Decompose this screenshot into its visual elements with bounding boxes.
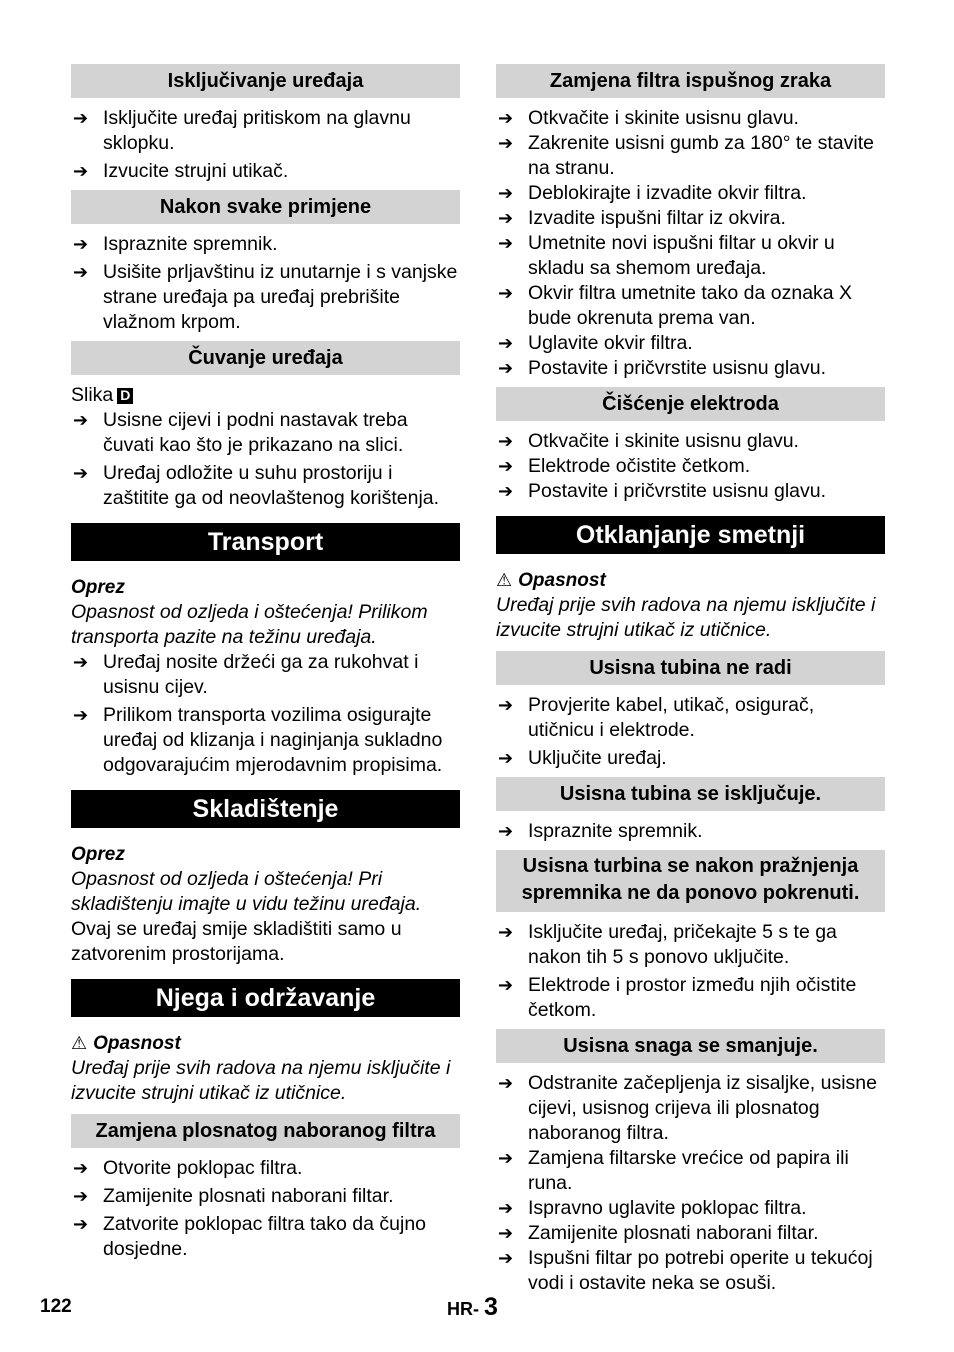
language-page-marker: HR- 3 (447, 1293, 498, 1321)
step-item: ➔ Uređaj nosite držeći ga za rukohvat i usisnu cijev. (71, 650, 460, 700)
figure-reference (71, 383, 460, 408)
step-item: ➔ Uglavite okvir filtra. (496, 331, 885, 356)
section-heading-turbine-switches-off: Usisna tubina se isključuje. (496, 777, 885, 811)
step-item: ➔ Elektrode i prostor između njih očistite četkom. (496, 973, 885, 1023)
chapter-heading-care: Njega i održavanje (71, 979, 460, 1017)
caution-text: Opasnost od ozljeda i oštećenja! Prilikom transporta pazite na težinu uređaja. (71, 601, 428, 648)
transport-steps (71, 650, 460, 778)
step-item: ➔ Ispraznite spremnik. (496, 819, 885, 844)
switch-off-steps (71, 106, 460, 184)
step-item: ➔ Otkvačite i skinite usisnu glavu. (496, 429, 885, 454)
step-item: ➔ Ispravno uglavite poklopac filtra. (496, 1196, 885, 1221)
section-heading-exhaust-filter: Zamjena filtra ispušnog zraka (496, 64, 885, 98)
danger-label: ⚠ Opasnost (496, 570, 606, 591)
step-item: ➔ Isključite uređaj pritiskom na glavnu sklopku. (71, 106, 460, 156)
warning-triangle-icon: ⚠ (496, 570, 513, 591)
electrode-cleaning-steps (496, 429, 885, 504)
step-item: ➔ Zatvorite poklopac filtra tako da čujno dosjedne. (71, 1212, 460, 1262)
chapter-heading-storage: Skladištenje (71, 790, 460, 828)
right-column (496, 64, 885, 1302)
step-item: ➔ Otvorite poklopac filtra. (71, 1156, 460, 1181)
step-item: ➔ Izvucite strujni utikač. (71, 159, 460, 184)
step-item: ➔ Isključite uređaj, pričekajte 5 s te ga nakon tih 5 s ponovo uključite. (496, 920, 885, 970)
warning-triangle-icon: ⚠ (71, 1033, 88, 1054)
step-item: ➔ Izvadite ispušni filtar iz okvira. (496, 206, 885, 231)
step-item: ➔ Zakrenite usisni gumb za 180° te stavite na stranu. (496, 131, 885, 181)
danger-text: Uređaj prije svih radova na njemu isključite i izvucite strujni utikač iz utičnice. (496, 594, 876, 641)
step-item: ➔ Ispraznite spremnik. (71, 232, 460, 257)
step-item: ➔ Postavite i pričvrstite usisnu glavu. (496, 479, 885, 504)
step-item: ➔ Okvir filtra umetnite tako da oznaka X bude okrenuta prema van. (496, 281, 885, 331)
figure-label: Slika (71, 384, 114, 406)
suction-reduced-steps (496, 1071, 885, 1296)
filter-replace-steps (71, 1156, 460, 1262)
step-item: ➔ Prilikom transporta vozilima osigurajte uređaj od klizanja i naginjanja sukladno odgovarajućim mjerodavnim propisima. (71, 703, 460, 778)
after-use-steps (71, 232, 460, 335)
section-heading-after-use: Nakon svake primjene (71, 190, 460, 224)
caution-label: Oprez (71, 577, 125, 598)
chapter-heading-troubleshooting: Otklanjanje smetnji (496, 516, 885, 554)
storage-note: Ovaj se uređaj smije skladištiti samo u zatvorenim prostorijama. (71, 918, 402, 965)
step-item: ➔ Ispušni filtar po potrebi operite u tekućoj vodi i ostavite neka se osuši. (496, 1246, 885, 1296)
section-heading-turbine-not-running: Usisna tubina ne radi (496, 651, 885, 685)
exhaust-filter-steps (496, 106, 885, 381)
step-item: ➔ Odstranite začepljenja iz sisaljke, usisne cijevi, usisnog crijeva ili plosnatog naboranog filtra. (496, 1071, 885, 1146)
page-number: 122 (40, 1296, 72, 1317)
step-item: ➔ Zamijenite plosnati naborani filtar. (71, 1184, 460, 1209)
danger-text: Uređaj prije svih radova na njemu isključite i izvucite strujni utikač iz utičnice. (71, 1057, 451, 1104)
section-heading-turbine-no-restart: Usisna turbina se nakon pražnjenja spremnika ne da ponovo pokrenuti. (496, 850, 885, 912)
left-column (71, 64, 460, 1268)
step-item: ➔ Usisne cijevi i podni nastavak treba čuvati kao što je prikazano na slici. (71, 408, 460, 458)
turbine-no-restart-steps (496, 920, 885, 1023)
section-heading-filter-replace: Zamjena plosnatog naboranog filtra (71, 1114, 460, 1148)
step-item: ➔ Zamjena filtarske vrećice od papira ili runa. (496, 1146, 885, 1196)
step-item: ➔ Postavite i pričvrstite usisnu glavu. (496, 356, 885, 381)
step-item: ➔ Elektrode očistite četkom. (496, 454, 885, 479)
section-heading-electrode-cleaning: Čišćenje elektroda (496, 387, 885, 421)
turbine-switches-off-steps (496, 819, 885, 844)
step-item: ➔ Uređaj odložite u suhu prostoriju i zaštitite ga od neovlaštenog korištenja. (71, 461, 460, 511)
danger-label: ⚠ Opasnost (71, 1033, 181, 1054)
turbine-not-running-steps (496, 693, 885, 771)
step-item: ➔ Provjerite kabel, utikač, osigurač, utičnicu i elektrode. (496, 693, 885, 743)
step-item: ➔ Otkvačite i skinite usisnu glavu. (496, 106, 885, 131)
figure-letter-badge: D (117, 388, 133, 404)
storage-device-steps (71, 408, 460, 511)
step-item: ➔ Zamijenite plosnati naborani filtar. (496, 1221, 885, 1246)
section-heading-storage-device: Čuvanje uređaja (71, 341, 460, 375)
step-item: ➔ Umetnite novi ispušni filtar u okvir u skladu sa shemom uređaja. (496, 231, 885, 281)
chapter-heading-transport: Transport (71, 523, 460, 561)
caution-label: Oprez (71, 844, 125, 865)
caution-text: Opasnost od ozljeda i oštećenja! Pri skladištenju imajte u vidu težinu uređaja. (71, 868, 422, 915)
step-item: ➔ Deblokirajte i izvadite okvir filtra. (496, 181, 885, 206)
step-item: ➔ Usišite prljavštinu iz unutarnje i s vanjske strane uređaja pa uređaj prebrišite vlažnom krpom. (71, 260, 460, 335)
step-item: ➔ Uključite uređaj. (496, 746, 885, 771)
section-heading-suction-reduced: Usisna snaga se smanjuje. (496, 1029, 885, 1063)
section-heading-switch-off: Isključivanje uređaja (71, 64, 460, 98)
